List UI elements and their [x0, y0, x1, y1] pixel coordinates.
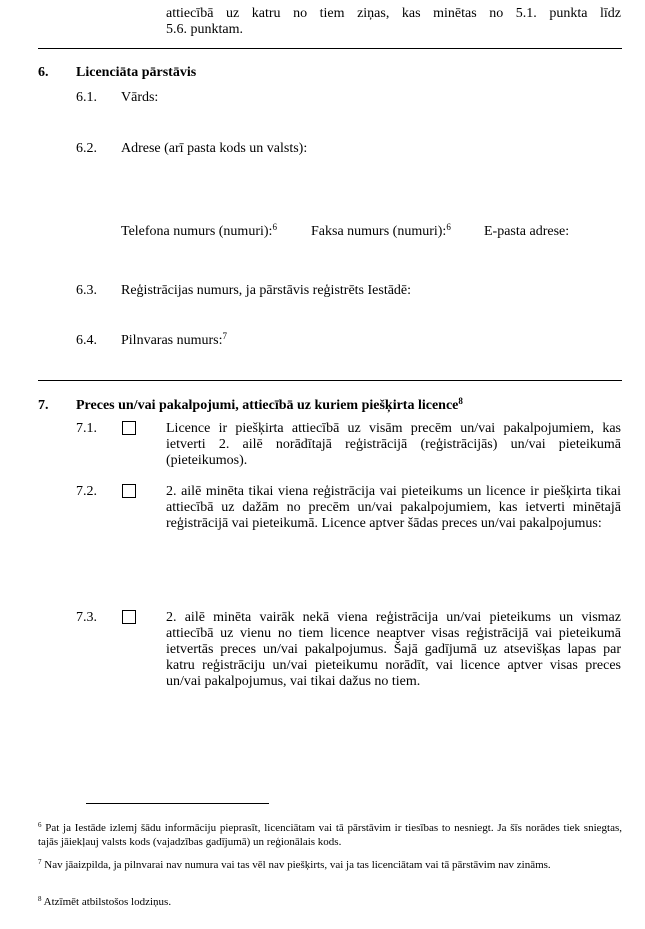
item-6-4-number: 6.4. [76, 333, 97, 348]
continuation-line-1: attiecībā uz katru no tiem ziņas, kas minētas no 5.1. punkta līdz [166, 6, 621, 21]
continuation-text [166, 6, 621, 38]
item-6-1-label: Vārds: [121, 90, 159, 105]
option-7-1-number: 7.1. [76, 421, 97, 436]
footnote-8-number: 8 [38, 895, 42, 903]
footnote-6-number: 6 [38, 821, 42, 829]
phone-label: Telefona numurs (numuri): [121, 224, 273, 239]
footnote-7 [38, 858, 622, 872]
option-7-1-text: Licence ir piešķirta attiecībā uz visām precēm un/vai pakalpojumiem, kas ietverti 2. ailē norādītajā reģistrācijā (reģistrācijās) un/vai pieteikumā (pieteikumos). [166, 421, 621, 468]
section-7-footnote-ref: 8 [458, 396, 463, 406]
option-7-3-text: 2. ailē minēta vairāk nekā viena reģistrācija un/vai pieteikums un vismaz attiecībā uz vienu no tiem licence neaptver visas reģistrācijā vai pieteikumā ietvertās preces un/vai pakalpojumus. Šajā gadījumā uz atsevišķas lapas par katru reģistrāciju un/vai pieteikumu norādīt, vai licence aptver visas preces un/vai pakalpojumus, vai tikai dažus no tiem. [166, 610, 621, 689]
item-6-2-label: Adrese (arī pasta kods un valsts): [121, 141, 308, 156]
contact-fax-field [311, 224, 451, 240]
fax-label: Faksa numurs (numuri): [311, 224, 447, 239]
divider-middle [38, 380, 622, 381]
item-6-1-number: 6.1. [76, 90, 97, 105]
item-6-4-label: Pilnvaras numurs: [121, 333, 223, 348]
footnote-separator [86, 803, 269, 804]
footnote-7-number: 7 [38, 858, 42, 866]
option-7-2-number: 7.2. [76, 484, 97, 499]
section-7-title: Preces un/vai pakalpojumi, attiecībā uz kuriem piešķirta licence [76, 398, 459, 413]
footnote-8 [38, 895, 622, 909]
item-6-4-footnote-ref: 7 [222, 331, 227, 341]
footnote-6 [38, 821, 622, 849]
contact-phone-field [121, 224, 277, 240]
option-7-3-checkbox[interactable] [122, 610, 136, 624]
option-7-2-checkbox[interactable] [122, 484, 136, 498]
section-6-title: Licenciāta pārstāvis [76, 65, 197, 80]
item-6-2-number: 6.2. [76, 141, 97, 156]
item-6-3-label: Reģistrācijas numurs, ja pārstāvis reģistrēts Iestādē: [121, 283, 412, 298]
phone-footnote-ref: 6 [272, 222, 277, 232]
option-7-3-number: 7.3. [76, 610, 97, 625]
footnote-8-text: Atzīmēt atbilstošos lodziņus. [43, 896, 172, 908]
footnote-7-text: Nav jāaizpilda, ja pilnvarai nav numura vai tas vēl nav piešķirts, vai ja tas licenciātam vai tā pārstāvim nav zināms. [44, 859, 551, 871]
footnote-6-text: Pat ja Iestāde izlemj šādu informāciju pieprasīt, licenciātam vai tā pārstāvim ir tiesības to nesniegt. Ja šīs norādes tiek sniegtas, tajās jāiekļauj valsts kods (vajadzības gadījumā) un reģionālais kods. [38, 822, 622, 848]
option-7-2-text: 2. ailē minēta tikai viena reģistrācija vai pieteikums un licence ir piešķirta tikai attiecībā uz dažām no precēm un/vai pakalpojumiem, kas ietverti minētajā reģistrācijā vai pieteikumā. Licence aptver šādas preces un/vai pakalpojumus: [166, 484, 621, 531]
item-6-3-number: 6.3. [76, 283, 97, 298]
section-7-title-group [76, 398, 463, 414]
section-6-number: 6. [38, 65, 49, 80]
fax-footnote-ref: 6 [446, 222, 451, 232]
option-7-1-checkbox[interactable] [122, 421, 136, 435]
section-7-number: 7. [38, 398, 49, 413]
divider-top [38, 48, 622, 49]
contact-email-label: E-pasta adrese: [484, 224, 570, 239]
continuation-line-2: 5.6. punktam. [166, 22, 243, 37]
item-6-4-label-group [121, 333, 227, 349]
